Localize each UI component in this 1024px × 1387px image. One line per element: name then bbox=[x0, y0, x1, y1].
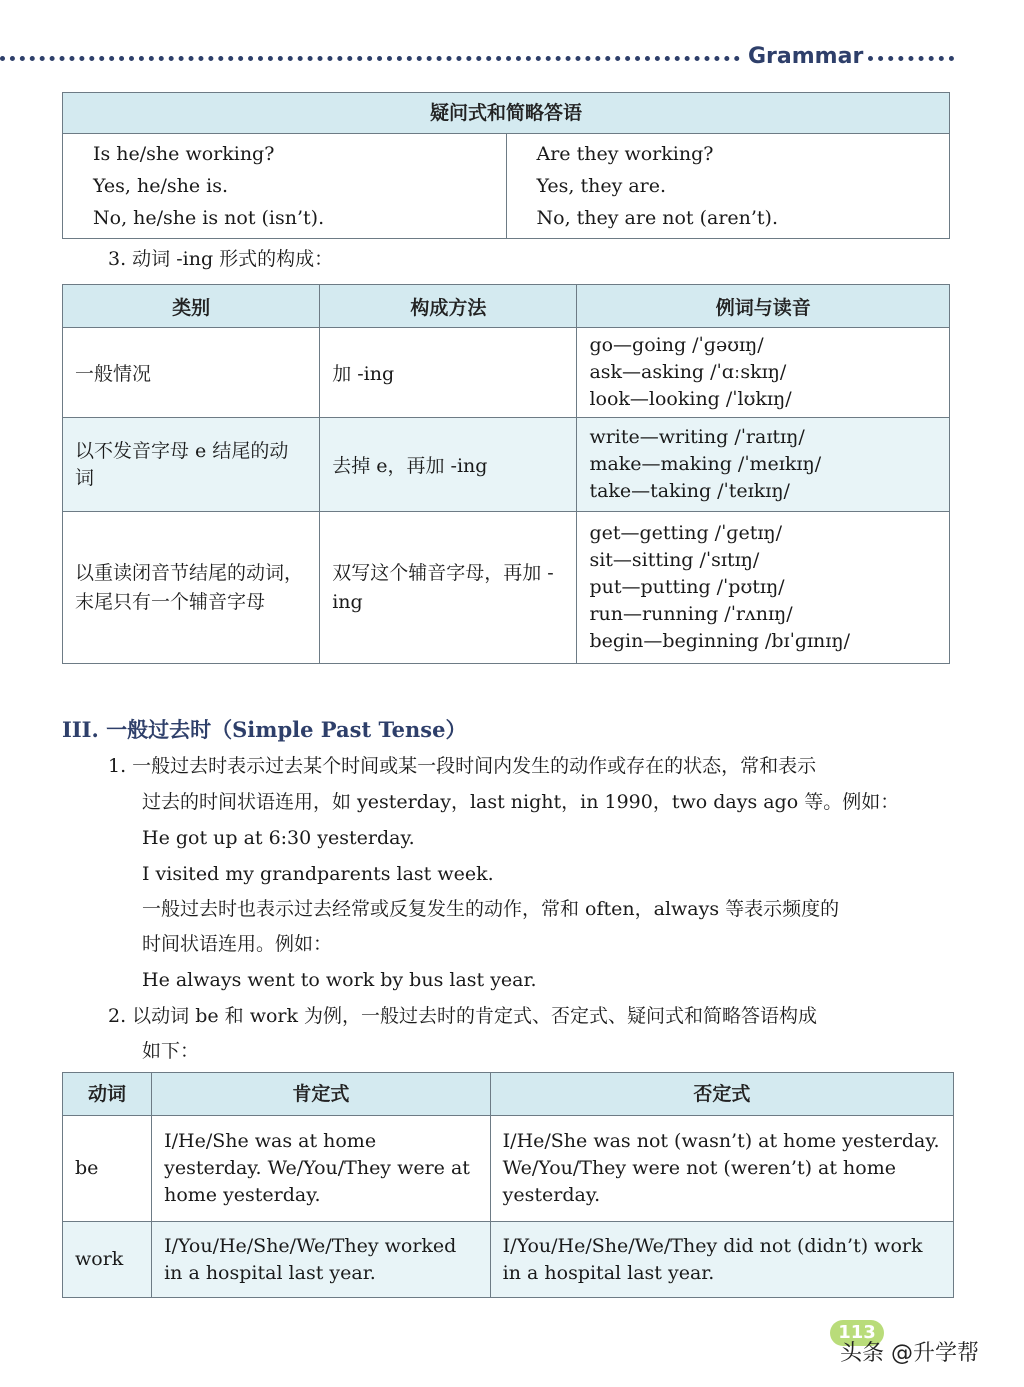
example-sentence: He got up at 6:30 yesterday. bbox=[142, 827, 415, 849]
example-word: take—taking /ˈteɪkɪŋ/ bbox=[589, 480, 790, 502]
past-frequency-line-1: 一般过去时也表示过去经常或反复发生的动作，常和 often，always 等表示频度的 bbox=[142, 898, 840, 920]
example-word: begin—beginning /bɪˈɡɪnɪŋ/ bbox=[589, 630, 851, 652]
ing-category: 以不发音字母 e 结尾的动词 bbox=[63, 418, 320, 512]
past-header-positive: 肯定式 bbox=[152, 1073, 491, 1116]
ing-method: 双写这个辅音字母，再加 -ing bbox=[320, 512, 577, 664]
ing-examples bbox=[577, 512, 950, 664]
example-word: ask—asking /ˈɑːskɪŋ/ bbox=[589, 361, 787, 383]
qa-plural-cell bbox=[506, 134, 950, 239]
qa-singular-cell bbox=[63, 134, 507, 239]
example-word: go—going /ˈɡəʊɪŋ/ bbox=[589, 334, 764, 356]
past-frequency-line-2: 时间状语连用。例如： bbox=[142, 933, 333, 955]
ing-category: 一般情况 bbox=[63, 328, 320, 418]
ing-section-label: 3. 动词 -ing 形式的构成： bbox=[108, 248, 334, 270]
past-forms-intro-line-2: 如下： bbox=[142, 1040, 200, 1062]
table-row bbox=[63, 1116, 954, 1222]
watermark-text: 头条 @升学帮 bbox=[840, 1341, 979, 1366]
qa-table-title: 疑问式和简略答语 bbox=[63, 93, 950, 134]
ing-header-category: 类别 bbox=[63, 285, 320, 328]
ing-examples bbox=[577, 328, 950, 418]
header-dotted-rule-left bbox=[0, 56, 740, 61]
table-row bbox=[63, 328, 950, 418]
ing-form-table bbox=[62, 284, 950, 664]
past-header-verb: 动词 bbox=[63, 1073, 152, 1116]
qa-line: No, they are not (aren’t). bbox=[536, 207, 779, 229]
ing-method: 去掉 e，再加 -ing bbox=[320, 418, 577, 512]
example-word: run—running /ˈrʌnɪŋ/ bbox=[589, 603, 793, 625]
header-dotted-rule-right bbox=[868, 56, 954, 61]
table-row bbox=[63, 418, 950, 512]
ing-examples bbox=[577, 418, 950, 512]
qa-line: Yes, they are. bbox=[536, 175, 667, 197]
table-row bbox=[63, 1222, 954, 1298]
past-negative: I/He/She was not (wasn’t) at home yesterday. We/You/They were not (weren’t) at home yesterday. bbox=[490, 1116, 953, 1222]
qa-line: Yes, he/she is. bbox=[93, 175, 228, 197]
example-word: look—looking /ˈlʊkɪŋ/ bbox=[589, 388, 792, 410]
ing-header-examples: 例词与读音 bbox=[577, 285, 950, 328]
example-word: write—writing /ˈraɪtɪŋ/ bbox=[589, 426, 805, 448]
past-tense-table bbox=[62, 1072, 954, 1298]
example-word: sit—sitting /ˈsɪtɪŋ/ bbox=[589, 549, 760, 571]
past-positive: I/You/He/She/We/They worked in a hospital last year. bbox=[152, 1222, 491, 1298]
example-sentence: I visited my grandparents last week. bbox=[142, 863, 494, 885]
section-header-title: Grammar bbox=[748, 44, 864, 69]
qa-line: Is he/she working? bbox=[93, 143, 275, 165]
past-verb: work bbox=[63, 1222, 152, 1298]
past-positive: I/He/She was at home yesterday. We/You/They were at home yesterday. bbox=[152, 1116, 491, 1222]
past-header-negative: 否定式 bbox=[490, 1073, 953, 1116]
past-tense-section-title: III. 一般过去时（Simple Past Tense） bbox=[62, 717, 467, 742]
past-forms-intro-line-1: 2. 以动词 be 和 work 为例，一般过去时的肯定式、否定式、疑问式和简略答语构成 bbox=[108, 1005, 818, 1027]
example-word: get—getting /ˈɡetɪŋ/ bbox=[589, 522, 783, 544]
ing-method: 加 -ing bbox=[320, 328, 577, 418]
past-verb: be bbox=[63, 1116, 152, 1222]
page-number-badge: 113 bbox=[830, 1320, 884, 1346]
qa-line: No, he/she is not (isn’t). bbox=[93, 207, 325, 229]
question-answer-table bbox=[62, 92, 950, 239]
example-sentence: He always went to work by bus last year. bbox=[142, 969, 537, 991]
past-negative: I/You/He/She/We/They did not (didn’t) work in a hospital last year. bbox=[490, 1222, 953, 1298]
ing-category: 以重读闭音节结尾的动词，末尾只有一个辅音字母 bbox=[63, 512, 320, 664]
page-header bbox=[0, 44, 1024, 74]
example-word: put—putting /ˈpʊtɪŋ/ bbox=[589, 576, 785, 598]
qa-line: Are they working? bbox=[536, 143, 714, 165]
table-row bbox=[63, 512, 950, 664]
ing-header-method: 构成方法 bbox=[320, 285, 577, 328]
example-word: make—making /ˈmeɪkɪŋ/ bbox=[589, 453, 822, 475]
past-definition-line-2: 过去的时间状语连用，如 yesterday，last night，in 1990，two days ago 等。例如： bbox=[142, 791, 900, 813]
past-definition-line-1: 1. 一般过去时表示过去某个时间或某一段时间内发生的动作或存在的状态，常和表示 bbox=[108, 755, 817, 777]
